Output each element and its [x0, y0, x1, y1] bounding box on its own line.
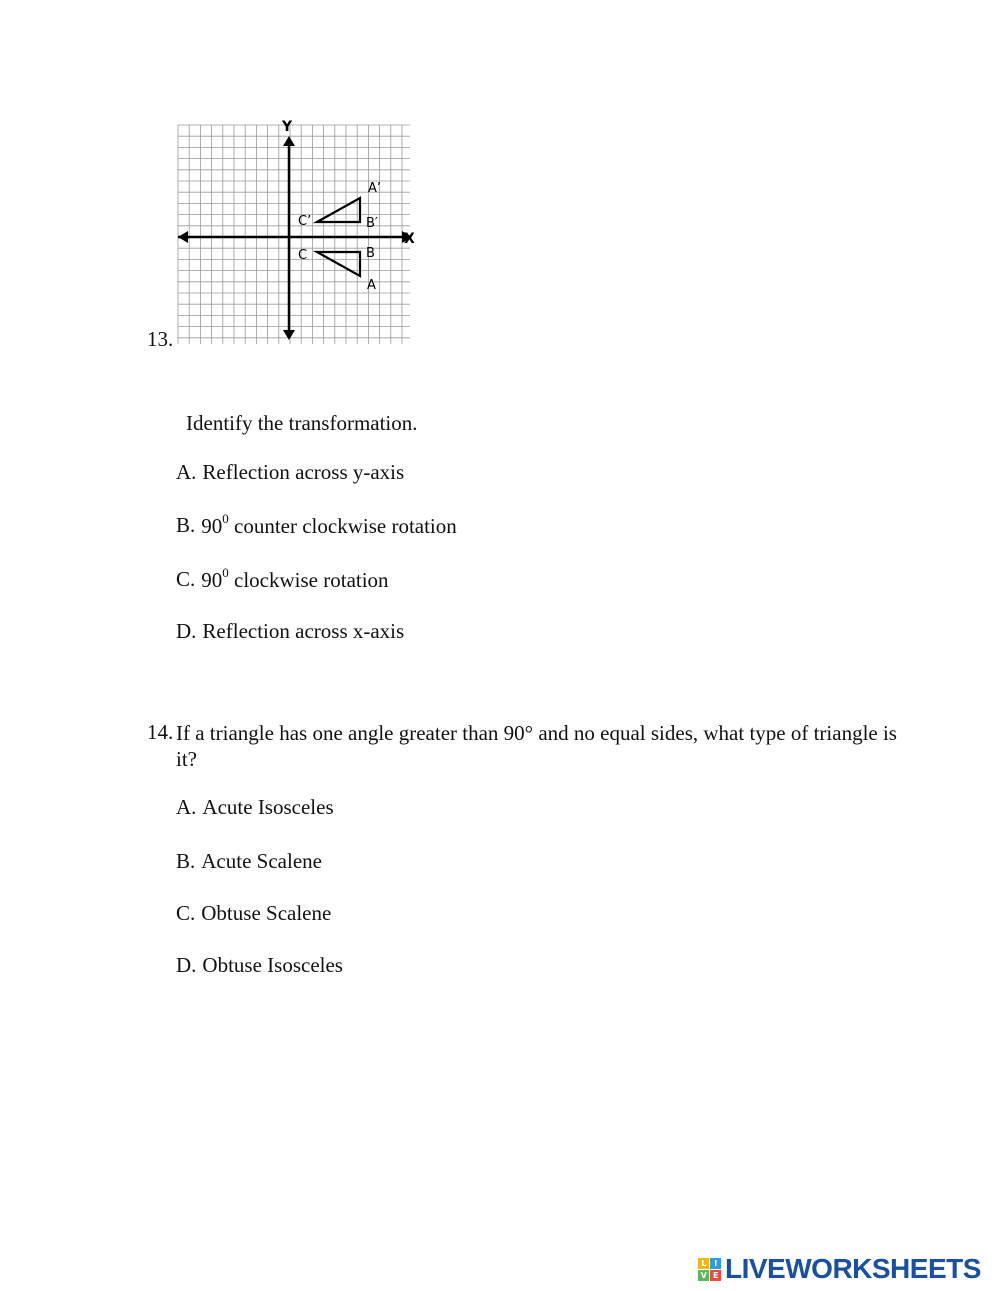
option-text: Reflection across y-axis: [202, 460, 405, 484]
logo-letter-v: V: [698, 1270, 709, 1281]
question-14-prompt: If a triangle has one angle greater than 90° and no equal sides, what type of triangle is it?: [176, 721, 897, 771]
option-text: Acute Scalene: [201, 849, 322, 873]
logo-letter-i: I: [710, 1258, 721, 1269]
coordinate-grid: [170, 112, 420, 347]
y-axis-arrow-down: [283, 330, 295, 340]
q14-option-c[interactable]: [176, 901, 331, 926]
liveworksheets-logo[interactable]: [698, 1253, 981, 1285]
logo-letter-l: L: [698, 1258, 709, 1269]
x-axis-label: X: [404, 231, 415, 247]
option-text: Obtuse Scalene: [201, 901, 332, 925]
q13-option-c[interactable]: [176, 567, 389, 593]
option-letter: C.: [176, 567, 196, 591]
brand-name: LIVEWORKSHEETS: [725, 1253, 981, 1284]
option-letter: D.: [176, 619, 197, 643]
question-13-prompt: Identify the transformation.: [186, 411, 418, 435]
option-letter: B.: [176, 513, 196, 537]
label-a: A: [367, 278, 376, 293]
option-text: Reflection across x-axis: [202, 619, 405, 643]
question-14-number: 14.: [147, 720, 174, 744]
y-axis-arrow-up: [283, 136, 295, 146]
degree-superscript: 0: [222, 565, 229, 580]
x-axis-arrow-left: [178, 231, 188, 243]
question-13-number: 13.: [147, 327, 174, 351]
option-letter: C.: [176, 901, 196, 925]
option-text: Acute Isosceles: [202, 795, 334, 819]
option-letter: D.: [176, 953, 197, 977]
option-letter: A.: [176, 795, 197, 819]
q13-option-b[interactable]: [176, 513, 457, 539]
label-a-prime: A’: [368, 181, 382, 196]
option-text: $90^0$ counter clockwise rotation: [201, 511, 457, 538]
option-letter: A.: [176, 460, 197, 484]
label-b: B: [366, 246, 375, 261]
option-text: Obtuse Isosceles: [202, 953, 343, 977]
option-letter: B.: [176, 849, 196, 873]
option-text: $90^0$ clockwise rotation: [201, 565, 389, 592]
label-b-prime: B′: [366, 216, 378, 231]
logo-letter-e: E: [710, 1270, 721, 1281]
q14-option-d[interactable]: [176, 953, 343, 978]
y-axis-label: Y: [282, 119, 293, 135]
label-c: C: [298, 248, 308, 263]
q14-option-b[interactable]: [176, 849, 322, 874]
label-c-prime: C’: [298, 214, 312, 229]
q14-option-a[interactable]: [176, 795, 334, 820]
liveworksheets-logo-icon: [698, 1258, 721, 1281]
q13-option-d[interactable]: [176, 619, 404, 644]
degree-superscript: 0: [222, 511, 229, 526]
q13-option-a[interactable]: [176, 460, 404, 485]
